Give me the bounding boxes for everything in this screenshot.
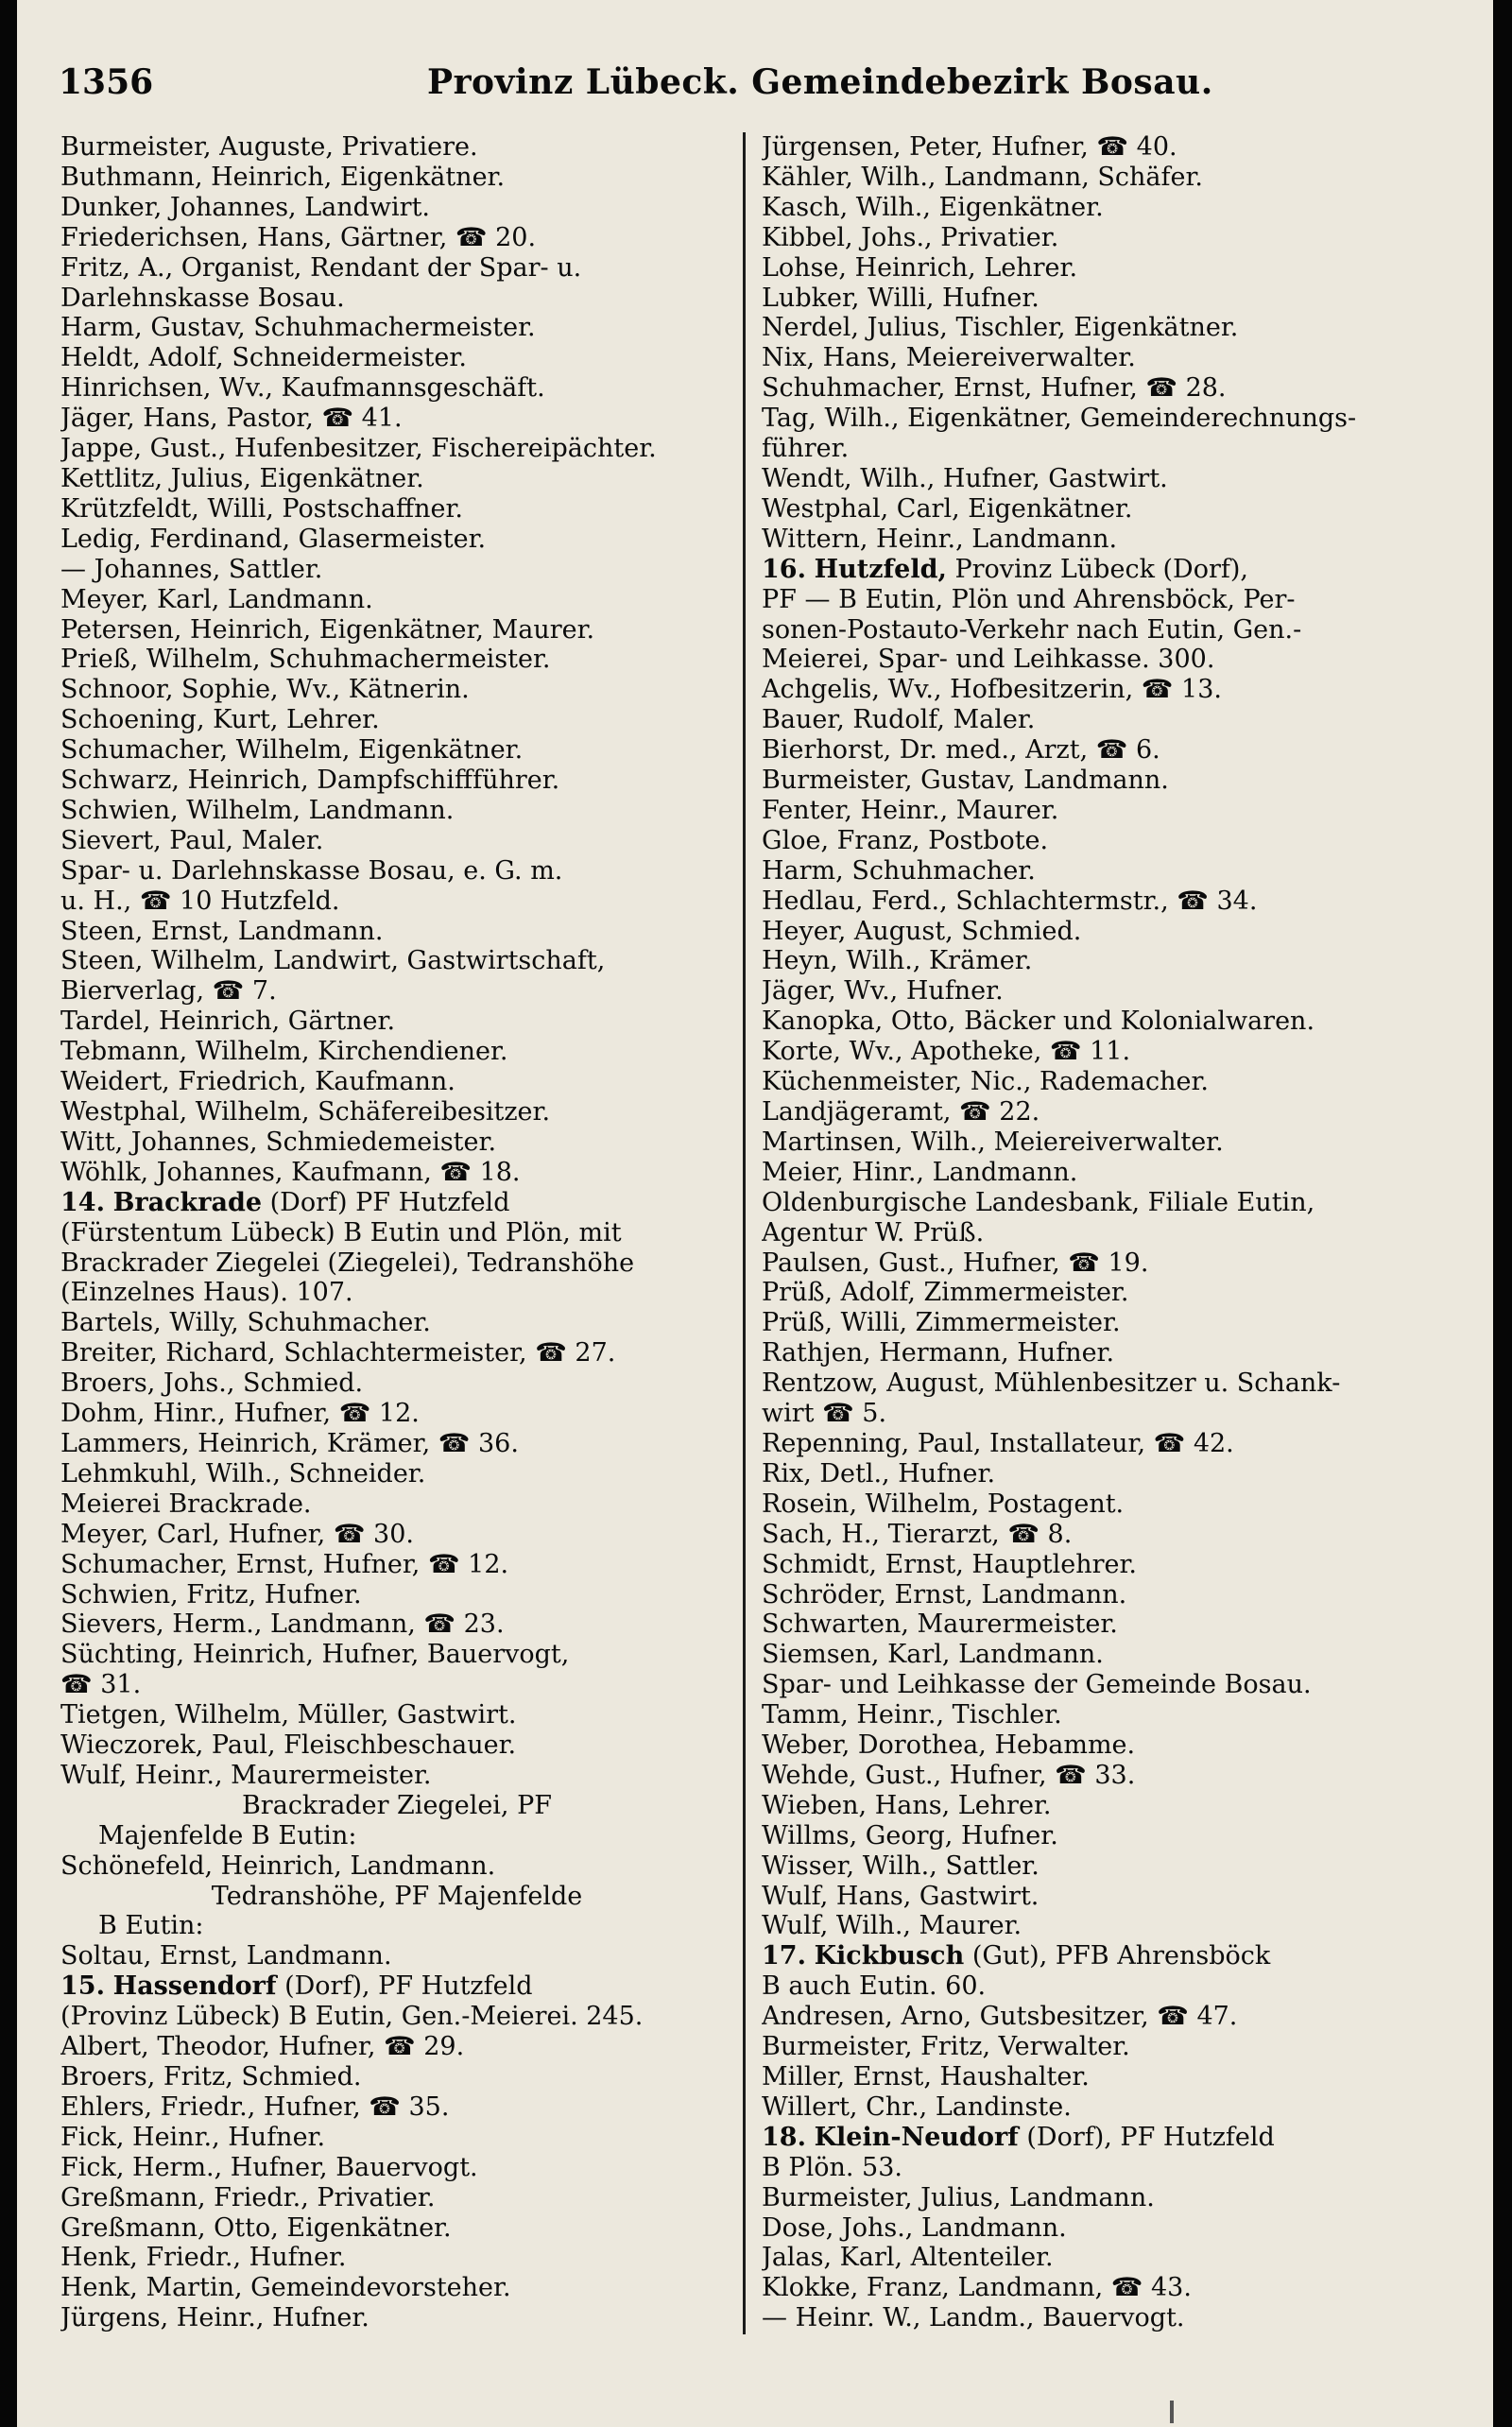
section-heading xyxy=(762,2123,1461,2153)
section-heading-line: B Plön. 53. xyxy=(762,2152,902,2182)
directory-entry: Dunker, Johannes, Landwirt. xyxy=(60,192,430,222)
page-number: 1356 xyxy=(59,62,154,102)
directory-entry: Miller, Ernst, Haushalter. xyxy=(762,2062,1090,2091)
directory-entry: Landjägeramt, ☎ 22. xyxy=(762,1097,1040,1127)
directory-entry: Martinsen, Wilh., Meiereiverwalter. xyxy=(762,1127,1224,1157)
directory-entry: Prüß, Adolf, Zimmermeister. xyxy=(762,1278,1129,1308)
directory-entry: Fick, Herm., Hufner, Bauervogt. xyxy=(60,2152,478,2182)
directory-entry: Klokke, Franz, Landmann, ☎ 43. xyxy=(762,2273,1192,2303)
directory-entry: Wöhlk, Johannes, Kaufmann, ☎ 18. xyxy=(60,1157,521,1187)
directory-entry: Wisser, Wilh., Sattler. xyxy=(762,1850,1040,1881)
section-heading-line: (Provinz Lübeck) B Eutin, Gen.-Meierei. 245. xyxy=(60,2002,644,2032)
section-heading xyxy=(762,555,1461,585)
directory-entry: Tamm, Heinr., Tischler. xyxy=(762,1700,1062,1730)
directory-entry: Nix, Hans, Meiereiverwalter. xyxy=(762,343,1136,373)
directory-entry: Ehlers, Friedr., Hufner, ☎ 35. xyxy=(60,2091,450,2122)
directory-entry: Heyer, August, Schmied. xyxy=(762,916,1082,946)
directory-entry: Hedlau, Ferd., Schlachtermstr., ☎ 34. xyxy=(762,886,1258,916)
directory-entry: Soltau, Ernst, Landmann. xyxy=(60,1941,392,1971)
section-heading xyxy=(60,1971,733,2002)
directory-entry: Westphal, Wilhelm, Schäfereibesitzer. xyxy=(60,1097,551,1127)
directory-entry: Lubker, Willi, Hufner. xyxy=(762,283,1040,313)
subsection-title: Brackrader Ziegelei, PF xyxy=(241,1790,553,1820)
section-heading-line: B auch Eutin. 60. xyxy=(762,1971,987,2002)
directory-entry: Spar- u. Darlehnskasse Bosau, e. G. m. xyxy=(60,855,563,886)
directory-entry: Broers, Fritz, Schmied. xyxy=(60,2062,362,2091)
directory-entry: Jürgens, Heinr., Hufner. xyxy=(60,2303,369,2333)
section-heading-rest: Provinz Lübeck (Dorf), xyxy=(954,554,1248,584)
directory-entry: Nerdel, Julius, Tischler, Eigenkätner. xyxy=(762,313,1239,343)
directory-entry: Schmidt, Ernst, Hauptlehrer. xyxy=(762,1549,1137,1579)
directory-entry: Rentzow, August, Mühlenbesitzer u. Schank- xyxy=(762,1368,1341,1399)
directory-entry: Westphal, Carl, Eigenkätner. xyxy=(762,493,1133,524)
directory-entry: Burmeister, Gustav, Landmann. xyxy=(762,766,1169,796)
directory-entry: Harm, Schuhmacher. xyxy=(762,855,1036,886)
directory-entry: Achgelis, Wv., Hofbesitzerin, ☎ 13. xyxy=(762,675,1222,705)
directory-entry: Tietgen, Wilhelm, Müller, Gastwirt. xyxy=(60,1700,517,1730)
directory-entry: Gloe, Franz, Postbote. xyxy=(762,825,1049,855)
directory-entry: Lehmkuhl, Wilh., Schneider. xyxy=(60,1458,426,1489)
directory-entry: Spar- und Leihkasse der Gemeinde Bosau. xyxy=(762,1670,1312,1700)
directory-entry: — Heinr. W., Landm., Bauervogt. xyxy=(762,2303,1185,2333)
directory-entry: Lohse, Heinrich, Lehrer. xyxy=(762,252,1078,283)
left-column xyxy=(60,132,733,2333)
column-divider xyxy=(743,132,746,2334)
directory-entry: Kasch, Wilh., Eigenkätner. xyxy=(762,192,1104,222)
directory-entry: Wulf, Heinr., Maurermeister. xyxy=(60,1760,432,1790)
directory-entry: Paulsen, Gust., Hufner, ☎ 19. xyxy=(762,1248,1149,1278)
directory-page xyxy=(17,0,1493,2427)
section-heading-line: PF — B Eutin, Plön und Ahrensböck, Per- xyxy=(762,584,1296,614)
subsection-title: Tedranshöhe, PF Majenfelde xyxy=(211,1881,583,1911)
directory-entry: ☎ 31. xyxy=(60,1670,142,1700)
directory-entry: Sievert, Paul, Maler. xyxy=(60,825,324,855)
directory-entry: Schröder, Ernst, Landmann. xyxy=(762,1579,1127,1609)
directory-entry: Broers, Johs., Schmied. xyxy=(60,1368,364,1399)
directory-entry: Schoening, Kurt, Lehrer. xyxy=(60,705,380,735)
section-heading-rest: (Dorf), PF Hutzfeld xyxy=(284,1971,533,2002)
directory-entry: Andresen, Arno, Gutsbesitzer, ☎ 47. xyxy=(762,2002,1238,2032)
directory-entry: Rathjen, Hermann, Hufner. xyxy=(762,1338,1115,1368)
page-header xyxy=(59,62,1457,115)
directory-entry: Weber, Dorothea, Hebamme. xyxy=(762,1730,1136,1761)
directory-entry: Prüß, Willi, Zimmermeister. xyxy=(762,1308,1121,1338)
directory-entry: Sach, H., Tierarzt, ☎ 8. xyxy=(762,1519,1073,1549)
directory-entry: Bauer, Rudolf, Maler. xyxy=(762,705,1036,735)
directory-entry: Friederichsen, Hans, Gärtner, ☎ 20. xyxy=(60,222,537,252)
subsection-title: B Eutin: xyxy=(98,1911,204,1941)
directory-entry: Meier, Hinr., Landmann. xyxy=(762,1157,1078,1187)
directory-entry: Steen, Wilhelm, Landwirt, Gastwirtschaft, xyxy=(60,946,606,976)
directory-entry: Petersen, Heinrich, Eigenkätner, Maurer. xyxy=(60,614,595,645)
directory-entry: Krützfeldt, Willi, Postschaffner. xyxy=(60,493,464,524)
section-heading xyxy=(762,1941,1461,1971)
directory-entry: Wieczorek, Paul, Fleischbeschauer. xyxy=(60,1730,517,1761)
directory-entry: Greßmann, Otto, Eigenkätner. xyxy=(60,2212,452,2243)
directory-entry: Jäger, Hans, Pastor, ☎ 41. xyxy=(60,404,403,434)
directory-entry: Ledig, Ferdinand, Glasermeister. xyxy=(60,524,487,554)
directory-entry: Dohm, Hinr., Hufner, ☎ 12. xyxy=(60,1399,420,1429)
section-heading-line: Meierei, Spar- und Leihkasse. 300. xyxy=(762,645,1215,675)
directory-entry: Schwarten, Maurermeister. xyxy=(762,1609,1118,1640)
directory-entry: Kettlitz, Julius, Eigenkätner. xyxy=(60,463,424,493)
directory-entry: Greßmann, Friedr., Privatier. xyxy=(60,2182,436,2212)
directory-entry: Schwarz, Heinrich, Dampfschiffführer. xyxy=(60,766,560,796)
directory-entry: Breiter, Richard, Schlachtermeister, ☎ 27. xyxy=(60,1338,616,1368)
directory-entry: Heldt, Adolf, Schneidermeister. xyxy=(60,343,467,373)
directory-entry: Willert, Chr., Landinste. xyxy=(762,2091,1072,2122)
directory-entry: Wehde, Gust., Hufner, ☎ 33. xyxy=(762,1760,1136,1790)
directory-entry: Sievers, Herm., Landmann, ☎ 23. xyxy=(60,1609,505,1640)
directory-entry: Heyn, Wilh., Krämer. xyxy=(762,946,1033,976)
directory-entry: Jappe, Gust., Hufenbesitzer, Fischereipächter. xyxy=(60,434,657,464)
section-heading-rest: (Dorf) PF Hutzfeld xyxy=(269,1187,510,1217)
directory-entry: Repenning, Paul, Installateur, ☎ 42. xyxy=(762,1428,1234,1458)
directory-entry: Albert, Theodor, Hufner, ☎ 29. xyxy=(60,2032,465,2062)
directory-entry: Jalas, Karl, Altenteiler. xyxy=(762,2243,1054,2273)
directory-entry: Süchting, Heinrich, Hufner, Bauervogt, xyxy=(60,1640,570,1670)
directory-entry: Buthmann, Heinrich, Eigenkätner. xyxy=(60,162,506,192)
directory-entry: Wittern, Heinr., Landmann. xyxy=(762,524,1118,554)
right-column xyxy=(762,132,1461,2333)
directory-entry: Tardel, Heinrich, Gärtner. xyxy=(60,1007,396,1037)
section-name: Hassendorf xyxy=(112,1971,277,2002)
directory-entry: führer. xyxy=(762,434,850,464)
directory-entry: Steen, Ernst, Landmann. xyxy=(60,916,384,946)
directory-entry: Witt, Johannes, Schmiedemeister. xyxy=(60,1127,497,1157)
directory-entry: Küchenmeister, Nic., Rademacher. xyxy=(762,1067,1210,1097)
directory-entry: Agentur W. Prüß. xyxy=(762,1217,985,1248)
directory-entry: Meyer, Carl, Hufner, ☎ 30. xyxy=(60,1519,414,1549)
section-number: 18. xyxy=(762,2122,806,2152)
section-heading-line: sonen-Postauto-Verkehr nach Eutin, Gen.- xyxy=(762,614,1302,645)
directory-entry: Darlehnskasse Bosau. xyxy=(60,283,345,313)
section-number: 15. xyxy=(60,1971,105,2002)
section-name: Klein-Neudorf xyxy=(814,2122,1019,2152)
directory-entry: Fick, Heinr., Hufner. xyxy=(60,2122,326,2152)
directory-entry: Weidert, Friedrich, Kaufmann. xyxy=(60,1067,455,1097)
directory-entry: Dose, Johs., Landmann. xyxy=(762,2212,1067,2243)
section-number: 14. xyxy=(60,1187,105,1217)
directory-entry: Rix, Detl., Hufner. xyxy=(762,1458,996,1489)
directory-entry: Burmeister, Julius, Landmann. xyxy=(762,2182,1155,2212)
directory-entry: Harm, Gustav, Schuhmachermeister. xyxy=(60,313,536,343)
running-head: Provinz Lübeck. Gemeindebezirk Bosau. xyxy=(427,62,1213,102)
directory-entry: Meyer, Karl, Landmann. xyxy=(60,584,373,614)
directory-entry: Rosein, Wilhelm, Postagent. xyxy=(762,1489,1125,1519)
directory-entry: Schuhmacher, Ernst, Hufner, ☎ 28. xyxy=(762,373,1227,404)
directory-entry: Lammers, Heinrich, Krämer, ☎ 36. xyxy=(60,1428,519,1458)
directory-entry: Fritz, A., Organist, Rendant der Spar- u. xyxy=(60,252,582,283)
directory-entry: Schwien, Fritz, Hufner. xyxy=(60,1579,362,1609)
directory-entry: Schumacher, Wilhelm, Eigenkätner. xyxy=(60,735,524,766)
directory-entry: Wulf, Hans, Gastwirt. xyxy=(762,1881,1040,1911)
subsection-title: Majenfelde B Eutin: xyxy=(98,1820,357,1850)
directory-entry: Kähler, Wilh., Landmann, Schäfer. xyxy=(762,162,1204,192)
section-name: Hutzfeld, xyxy=(814,554,947,584)
directory-entry: wirt ☎ 5. xyxy=(762,1399,887,1429)
directory-entry: Henk, Martin, Gemeindevorsteher. xyxy=(60,2273,511,2303)
directory-entry: Korte, Wv., Apotheke, ☎ 11. xyxy=(762,1037,1131,1067)
section-number: 16. xyxy=(762,554,806,584)
page-mark xyxy=(1170,2401,1174,2423)
directory-entry: Siemsen, Karl, Landmann. xyxy=(762,1640,1104,1670)
directory-entry: Wendt, Wilh., Hufner, Gastwirt. xyxy=(762,463,1168,493)
directory-entry: Bierhorst, Dr. med., Arzt, ☎ 6. xyxy=(762,735,1160,766)
section-heading-rest: (Dorf), PF Hutzfeld xyxy=(1026,2122,1275,2152)
section-number: 17. xyxy=(762,1941,806,1971)
directory-entry: Meierei Brackrade. xyxy=(60,1489,312,1519)
directory-entry: u. H., ☎ 10 Hutzfeld. xyxy=(60,886,340,916)
section-heading xyxy=(60,1188,733,1218)
directory-entry: Oldenburgische Landesbank, Filiale Eutin, xyxy=(762,1187,1315,1217)
directory-entry: Jürgensen, Peter, Hufner, ☎ 40. xyxy=(762,132,1177,162)
section-name: Kickbusch xyxy=(814,1941,965,1971)
directory-entry: Tag, Wilh., Eigenkätner, Gemeinderechnungs- xyxy=(762,404,1357,434)
directory-entry: Willms, Georg, Hufner. xyxy=(762,1820,1058,1850)
directory-entry: Burmeister, Fritz, Verwalter. xyxy=(762,2032,1130,2062)
section-heading-line: Brackrader Ziegelei (Ziegelei), Tedranshöhe xyxy=(60,1248,635,1278)
section-heading-line: (Fürstentum Lübeck) B Eutin und Plön, mit xyxy=(60,1217,622,1248)
directory-entry: Bartels, Willy, Schuhmacher. xyxy=(60,1308,431,1338)
directory-entry: Kanopka, Otto, Bäcker und Kolonialwaren. xyxy=(762,1007,1315,1037)
directory-entry: — Johannes, Sattler. xyxy=(60,554,323,584)
directory-entry: Wulf, Wilh., Maurer. xyxy=(762,1911,1022,1941)
directory-entry: Burmeister, Auguste, Privatiere. xyxy=(60,132,478,162)
directory-entry: Schnoor, Sophie, Wv., Kätnerin. xyxy=(60,675,470,705)
directory-entry: Prieß, Wilhelm, Schuhmachermeister. xyxy=(60,645,551,675)
directory-entry: Schwien, Wilhelm, Landmann. xyxy=(60,795,455,825)
directory-entry: Hinrichsen, Wv., Kaufmannsgeschäft. xyxy=(60,373,545,404)
directory-entry: Henk, Friedr., Hufner. xyxy=(60,2243,347,2273)
directory-entry: Schönefeld, Heinrich, Landmann. xyxy=(60,1850,496,1881)
section-heading-rest: (Gut), PFB Ahrensböck xyxy=(971,1941,1271,1971)
section-heading-line: (Einzelnes Haus). 107. xyxy=(60,1278,353,1308)
directory-entry: Schumacher, Ernst, Hufner, ☎ 12. xyxy=(60,1549,509,1579)
directory-entry: Tebmann, Wilhelm, Kirchendiener. xyxy=(60,1037,508,1067)
directory-entry: Fenter, Heinr., Maurer. xyxy=(762,795,1059,825)
directory-entry: Jäger, Wv., Hufner. xyxy=(762,976,1004,1007)
directory-entry: Bierverlag, ☎ 7. xyxy=(60,976,277,1007)
directory-entry: Kibbel, Johs., Privatier. xyxy=(762,222,1059,252)
directory-entry: Wieben, Hans, Lehrer. xyxy=(762,1790,1052,1820)
section-name: Brackrade xyxy=(112,1187,263,1217)
